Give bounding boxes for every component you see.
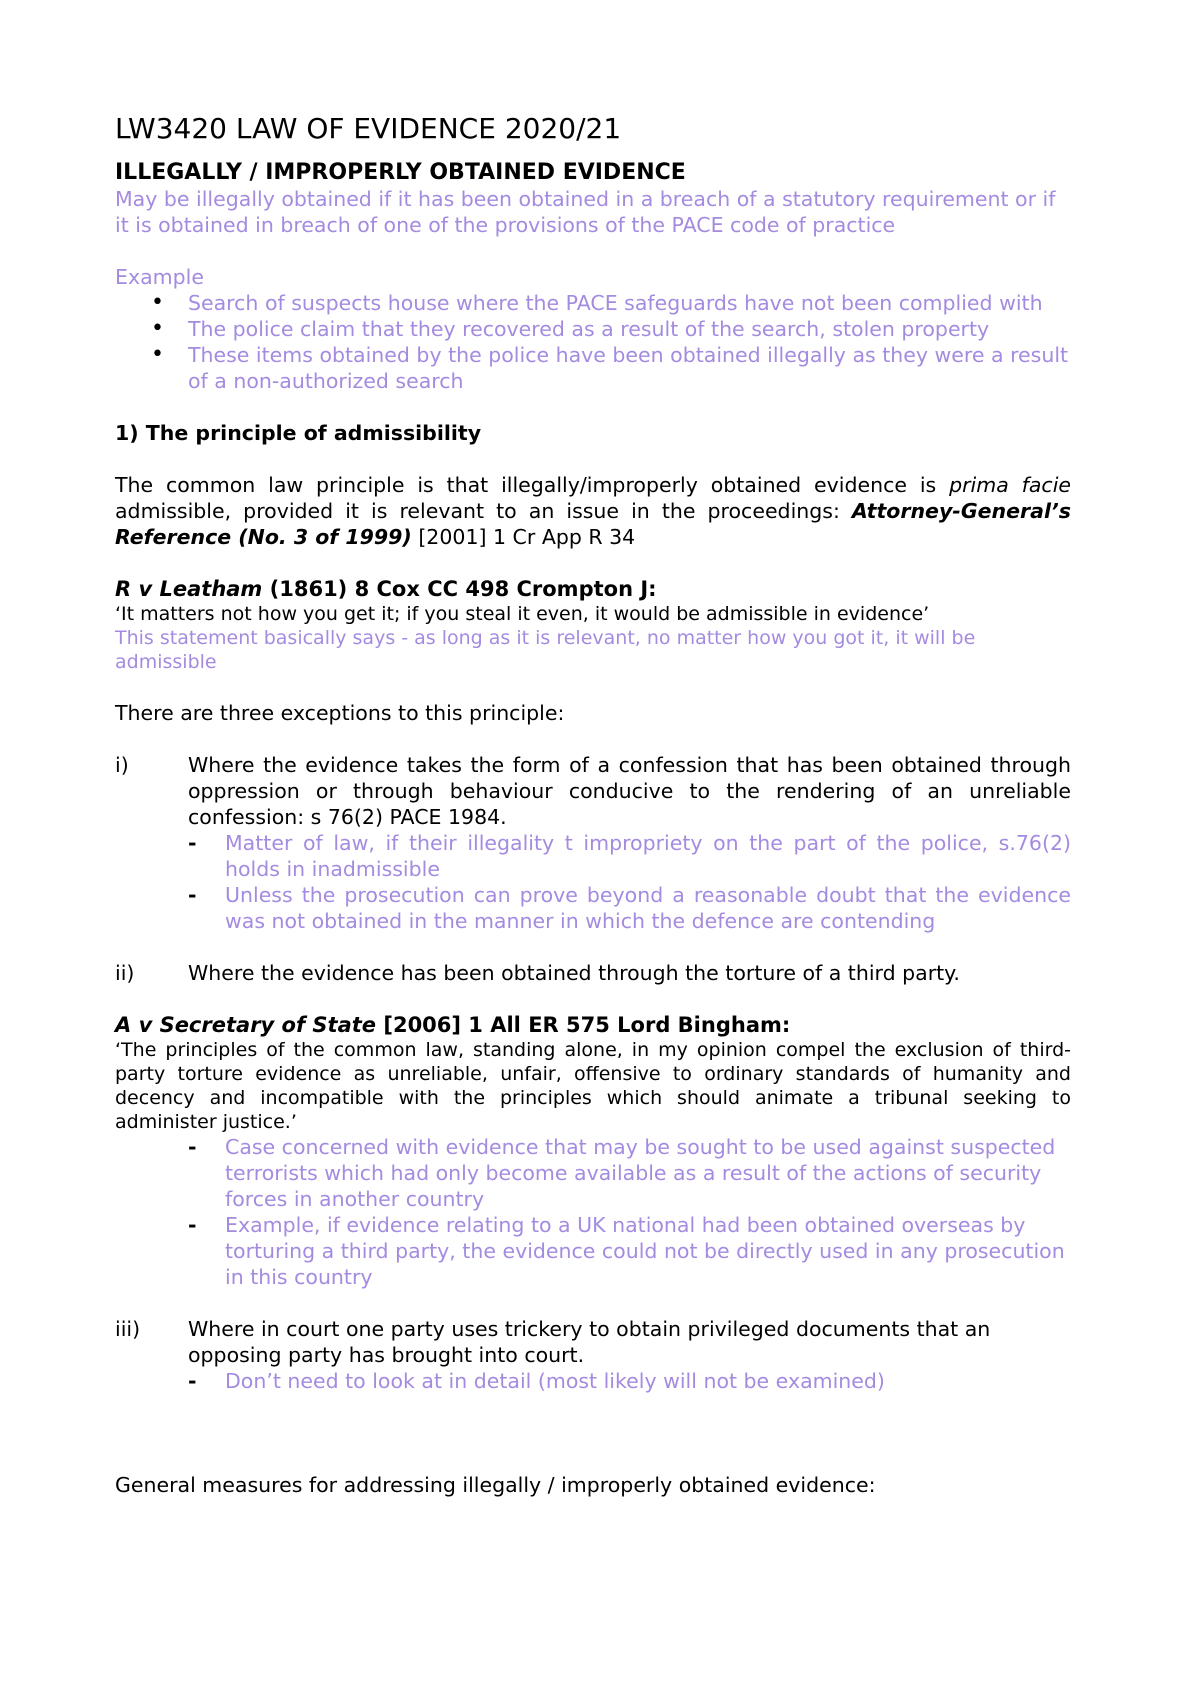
exception-text: Where in court one party uses trickery to obtain privileged documents that an opposing party has brought into court. xyxy=(188,1317,991,1367)
dash-marker: - xyxy=(188,1213,197,1237)
example-bullet: • The police claim that they recovered as a result of the search, stolen property xyxy=(115,316,1071,342)
exception-note-text: Don’t need to look at in detail (most likely will not be examined) xyxy=(225,1369,885,1393)
exception-1-notes xyxy=(115,830,1071,934)
example-bullet: • Search of suspects house where the PACE safeguards have not been complied with xyxy=(115,290,1071,316)
exception-item-2 xyxy=(115,960,1071,986)
principle-heading: 1) The principle of admissibility xyxy=(115,421,482,445)
example-bullet-list xyxy=(115,290,1071,394)
exception-note xyxy=(115,882,1071,934)
leatham-case-citation: (1861) 8 Cox CC 498 Crompton J: xyxy=(262,577,657,601)
dash-marker: - xyxy=(188,883,197,907)
section-heading: ILLEGALLY / IMPROPERLY OBTAINED EVIDENCE xyxy=(115,160,686,185)
exception-item-1 xyxy=(115,752,1071,830)
leatham-note: This statement basically says - as long as it is relevant, no matter how you got it, it will be admissible xyxy=(115,627,976,673)
secretary-case-heading xyxy=(115,1012,1071,1038)
document-page xyxy=(115,112,1071,1498)
exception-item-3 xyxy=(115,1316,1071,1368)
principle-case-name: Attorney-General’s Reference (No. 3 of 1999) xyxy=(115,499,1071,549)
secretary-case-citation: [2006] 1 All ER 575 Lord Bingham: xyxy=(376,1013,791,1037)
exception-number: i) xyxy=(115,753,129,777)
principle-paragraph xyxy=(115,472,1071,550)
principle-text-1: The common law principle is that illegally/improperly obtained evidence is xyxy=(115,473,950,497)
principle-italic-term: prima facie xyxy=(949,473,1072,497)
exception-note xyxy=(115,1368,1071,1394)
exception-3-notes xyxy=(115,1368,1071,1394)
secretary-note-text: Case concerned with evidence that may be sought to be used against suspected terrorists which had only become available as a result of the actions of security forces in another country xyxy=(225,1135,1056,1211)
principle-text-2: admissible, provided it is relevant to an issue in the proceedings: xyxy=(115,499,852,523)
leatham-case-name: R v Leatham xyxy=(115,577,263,601)
exception-number: ii) xyxy=(115,961,135,985)
dash-marker: - xyxy=(188,1369,197,1393)
exception-text: Where the evidence has been obtained through the torture of a third party. xyxy=(188,961,960,985)
example-label: Example xyxy=(115,265,204,289)
exception-note-text: Matter of law, if their illegality t impropriety on the part of the police, s.76(2) holds in inadmissible xyxy=(225,831,1071,881)
intro-note: May be illegally obtained if it has been obtained in a breach of a statutory requirement or if it is obtained in breach of one of the provisions of the PACE code of practice xyxy=(115,187,1056,237)
dash-marker: - xyxy=(188,1135,197,1159)
secretary-notes xyxy=(115,1134,1071,1290)
principle-citation: [2001] 1 Cr App R 34 xyxy=(411,525,636,549)
example-bullet: • These items obtained by the police have been obtained illegally as they were a result of a non-authorized search xyxy=(115,342,1071,394)
exceptions-intro: There are three exceptions to this principle: xyxy=(115,701,565,725)
secretary-note xyxy=(115,1212,1071,1290)
secretary-note xyxy=(115,1134,1071,1212)
exception-text: Where the evidence takes the form of a confession that has been obtained through oppression or through behaviour conducive to the rendering of an unreliable confession: s 76(2) PACE 1984. xyxy=(188,753,1071,829)
exception-note-text: Unless the prosecution can prove beyond a reasonable doubt that the evidence was not obtained in the manner in which the defence are contending xyxy=(225,883,1071,933)
secretary-case-name: A v Secretary of State xyxy=(115,1013,377,1037)
dash-marker: - xyxy=(188,831,197,855)
leatham-case-heading xyxy=(115,576,1071,602)
exception-number: iii) xyxy=(115,1317,141,1341)
secretary-quote: ‘The principles of the common law, standing alone, in my opinion compel the exclusion of third-party torture evidence as unreliable, unfair, offensive to ordinary standards of humanity and decency and incompatible with the principles which should animate a tribunal seeking to administer justice.’ xyxy=(115,1039,1071,1133)
general-measures-heading: General measures for addressing illegally / improperly obtained evidence: xyxy=(115,1473,876,1497)
leatham-quote: ‘It matters not how you get it; if you steal it even, it would be admissible in evidence’ xyxy=(115,603,930,625)
document-title: LW3420 LAW OF EVIDENCE 2020/21 xyxy=(115,112,622,145)
secretary-note-text: Example, if evidence relating to a UK national had been obtained overseas by torturing a third party, the evidence could not be directly used in any prosecution in this country xyxy=(225,1213,1065,1289)
exception-note xyxy=(115,830,1071,882)
